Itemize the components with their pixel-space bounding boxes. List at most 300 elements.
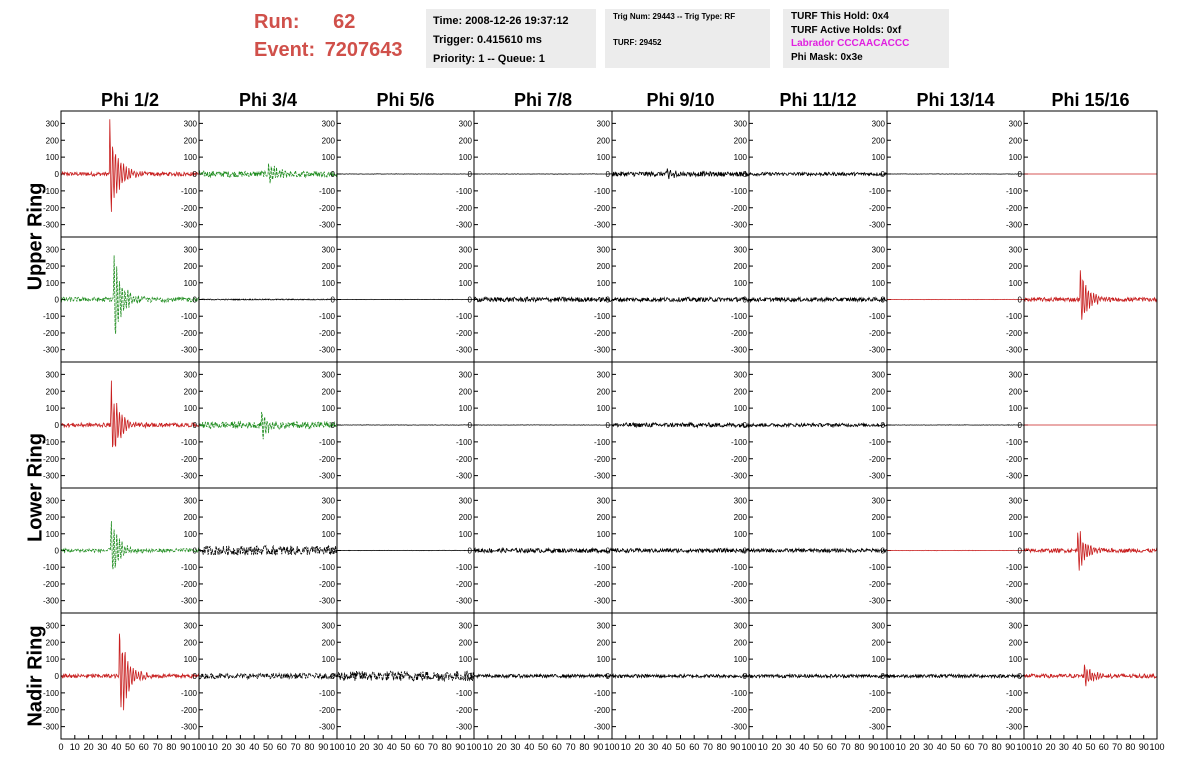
y-tick-label: 300 [183,119,197,129]
x-tick-label: 20 [359,742,370,752]
y-tick-label: -200 [318,328,335,338]
y-tick-label: 0 [54,295,59,305]
y-tick-label: -300 [180,722,197,732]
y-tick-label: 300 [1008,496,1022,506]
y-tick-label [331,296,336,305]
x-tick-label: 60 [689,742,700,752]
x-tick-label: 30 [373,742,384,752]
y-tick-label: 100 [1008,153,1022,163]
y-tick-label: -200 [180,328,197,338]
waveform-trace [612,674,749,677]
y-tick-label: 0 [54,672,59,681]
y-tick-label: 300 [183,621,197,631]
y-tick-label [459,136,473,145]
y-tick-label: 0 [880,672,885,681]
x-tick-label: 80 [1125,742,1136,752]
y-tick-label: -300 [868,220,885,230]
x-tick-label: 20 [83,742,94,752]
y-tick-label: 200 [458,136,472,146]
x-tick-label: 40 [936,742,947,752]
x-tick-label: 100 [1149,742,1165,752]
y-tick-label [46,279,60,288]
y-tick-label: 0 [742,295,747,305]
y-tick-label: -200 [180,579,197,589]
y-tick-label: 200 [1008,387,1022,397]
y-tick-label: 200 [1008,513,1022,523]
x-tick-label: 10 [345,742,356,752]
y-tick-label [594,221,611,230]
y-tick-label: 200 [321,136,335,146]
y-tick-label: 300 [321,119,335,129]
turf-active-text: TURF Active Holds: 0xf [791,24,902,36]
column-header: Phi 5/6 [376,90,435,110]
y-tick-label: -200 [455,705,472,715]
y-tick-label: 100 [321,529,335,539]
y-tick-label: 100 [871,278,885,288]
y-tick-label: -100 [42,563,59,573]
x-tick-label: 30 [648,742,659,752]
y-tick-label [43,346,60,355]
y-tick-label: 200 [458,387,472,397]
y-tick-label: 300 [1008,370,1022,380]
x-tick-label: 30 [785,742,796,752]
row-label: Upper Ring [24,182,47,291]
waveform-trace [612,549,749,553]
y-tick-label: -300 [455,722,472,732]
y-tick-label: 0 [192,672,197,681]
y-tick-label: -100 [42,688,59,698]
x-tick-label: 80 [854,742,865,752]
x-tick-label: 10 [69,742,80,752]
y-tick-label: -200 [180,705,197,715]
x-tick-label: 70 [840,742,851,752]
y-tick-label: -100 [1005,437,1022,447]
y-tick-label: 100 [871,655,885,665]
y-tick-label: 200 [1008,262,1022,272]
x-tick-label: 90 [318,742,329,752]
x-tick-label: 60 [276,742,287,752]
y-tick-label: 200 [45,136,59,146]
x-tick-label: 100 [1016,742,1032,752]
y-tick-label: -100 [455,437,472,447]
x-tick-label: 70 [427,742,438,752]
y-tick-label: 0 [54,170,59,179]
y-tick-label: 100 [45,529,59,539]
labrador-text: Labrador CCCAACACCC [791,38,910,49]
column-header: Phi 13/14 [916,90,995,110]
x-tick-label: 80 [441,742,452,752]
y-tick-label: 0 [605,295,610,305]
y-tick-label [319,312,336,321]
y-tick-label [468,170,473,179]
waveform-trace [199,299,337,300]
y-tick-label: 100 [321,655,335,665]
y-tick-label: 300 [183,496,197,506]
y-tick-label [1018,170,1023,179]
x-tick-label: 40 [1072,742,1083,752]
y-tick-label: 100 [183,153,197,163]
x-tick-label: 90 [730,742,741,752]
column-header: Phi 15/16 [1051,90,1130,110]
waveform-trace [467,169,749,180]
x-tick-label: 30 [923,742,934,752]
y-tick-label [1009,153,1023,162]
waveform-trace [337,671,474,681]
y-tick-label: 300 [1008,621,1022,631]
y-tick-label: 100 [1008,655,1022,665]
y-tick-label: -100 [180,563,197,573]
x-tick-label: 100 [191,742,207,752]
y-tick-label: 0 [330,546,335,556]
y-tick-label: -200 [1005,328,1022,338]
y-tick-label [872,136,886,145]
y-tick-label: -100 [593,688,610,698]
x-tick-label: 40 [524,742,535,752]
y-tick-label: 300 [45,496,59,506]
y-tick-label: 300 [596,245,610,255]
y-tick-label: 0 [54,546,59,556]
y-tick-label: 200 [596,136,610,146]
y-tick-label: 200 [458,638,472,648]
y-tick-label: 300 [733,621,747,631]
x-tick-label: 80 [166,742,177,752]
y-tick-label: 100 [458,655,472,665]
x-tick-label: 90 [593,742,604,752]
y-tick-label: -100 [730,437,747,447]
y-tick-label: -100 [868,312,885,322]
y-tick-label: -300 [455,345,472,355]
y-tick-label [456,221,473,230]
y-tick-label: 0 [467,295,472,305]
x-tick-label: 100 [879,742,895,752]
y-tick-label: -300 [1005,722,1022,732]
y-tick-label [869,221,886,230]
y-tick-label [1009,136,1023,145]
y-tick-label [459,153,473,162]
y-tick-label [872,119,886,128]
y-tick-label: 0 [880,421,885,430]
x-tick-label: 50 [1085,742,1096,752]
waveform-trace [61,634,199,711]
y-tick-label [322,279,336,288]
x-tick-label: 60 [964,742,975,752]
y-tick-label: 200 [733,136,747,146]
y-tick-label: 100 [871,153,885,163]
x-tick-label: 10 [895,742,906,752]
y-tick-label: -300 [180,220,197,230]
y-tick-label [1006,204,1023,213]
y-tick-label: 0 [1017,295,1022,305]
y-tick-label: -200 [42,579,59,589]
y-tick-label: 0 [742,672,747,681]
y-tick-label: 100 [183,278,197,288]
y-tick-label: 200 [183,513,197,523]
x-tick-label: 70 [1112,742,1123,752]
y-tick-label: -100 [318,563,335,573]
x-tick-label: 50 [400,742,411,752]
y-tick-label: 0 [605,170,610,179]
x-tick-label: 50 [262,742,274,752]
x-tick-label: 90 [1138,742,1149,752]
priority-text: Priority: 1 -- Queue: 1 [433,53,545,65]
y-tick-label: 200 [733,262,747,272]
y-tick-label: -300 [730,722,747,732]
y-tick-label: 100 [596,278,610,288]
x-tick-label: 80 [991,742,1002,752]
x-tick-label: 10 [207,742,218,752]
y-tick-label: 0 [467,170,472,179]
waveform-trace [612,297,749,301]
y-tick-label: 300 [458,496,472,506]
waveform-panel [337,613,474,739]
x-tick-label: 60 [1098,742,1109,752]
y-tick-label: 300 [321,621,335,631]
column-header: Phi 9/10 [646,90,715,110]
y-tick-label: 0 [467,546,472,556]
y-tick-label: -200 [318,203,335,213]
y-tick-label: -200 [593,328,610,338]
y-tick-label: -200 [455,328,472,338]
y-tick-label: -300 [1005,345,1022,355]
y-tick-label: 200 [458,513,472,523]
run-label-text: Run: [254,11,300,33]
waveform-trace [749,674,887,677]
y-tick-label [1009,119,1023,128]
y-tick-label: -200 [593,203,610,213]
y-tick-label: -200 [42,328,59,338]
y-tick-label: 200 [871,387,885,397]
y-tick-label: -300 [455,596,472,606]
y-tick-label: -200 [868,203,885,213]
y-tick-label: 200 [183,136,197,146]
x-tick-label: 80 [304,742,315,752]
y-tick-label: -300 [180,345,197,355]
y-tick-label: 300 [321,496,335,506]
y-tick-label: -300 [318,220,335,230]
x-tick-label: 20 [221,742,232,752]
waveform-trace [474,674,612,677]
y-tick-label: 0 [192,295,197,305]
y-tick-label: 200 [733,387,747,397]
y-tick-label [597,136,611,145]
event-label-text: Event: [254,39,316,61]
y-tick-label: -300 [42,345,59,355]
y-tick-label [1006,221,1023,230]
x-tick-label: 30 [235,742,246,752]
x-tick-label: 40 [799,742,810,752]
waveform-trace [887,674,1024,677]
y-tick-label: 0 [880,170,885,179]
trigger-text: Trigger: 0.415610 ms [433,34,542,46]
y-tick-label: -300 [42,722,59,732]
y-tick-label: 200 [871,136,885,146]
y-tick-label: 100 [458,529,472,539]
y-tick-label: 200 [183,262,197,272]
y-tick-label: 200 [596,638,610,648]
y-tick-label: -200 [455,454,472,464]
y-tick-label: 0 [330,170,335,179]
y-tick-label: -100 [455,563,472,573]
y-tick-label: 0 [1017,421,1022,430]
y-tick-label: -100 [868,186,885,196]
waveform-trace [199,673,337,678]
y-tick-label: 0 [192,170,197,179]
x-tick-label: 50 [950,742,961,752]
y-tick-label: -100 [455,312,472,322]
y-tick-label [319,346,336,355]
y-tick-label [597,119,611,128]
y-tick-label: -300 [730,345,747,355]
y-tick-label: 300 [183,245,197,255]
y-tick-label: 100 [733,278,747,288]
x-tick-label: 90 [455,742,466,752]
x-tick-label: 70 [977,742,988,752]
y-tick-label: 200 [596,262,610,272]
x-tick-label: 70 [152,742,163,752]
x-tick-label: 40 [386,742,397,752]
waveform-trace [749,549,887,553]
x-tick-label: 40 [111,742,122,752]
x-tick-label: 10 [620,742,631,752]
y-tick-label: -100 [730,312,747,322]
y-tick-label: 200 [321,262,335,272]
run-value: 62 [333,11,356,33]
y-tick-label: 300 [45,119,59,129]
y-tick-label: -200 [868,328,885,338]
waveform-trace [1024,531,1157,571]
y-tick-label: -300 [593,345,610,355]
y-tick-label: -300 [318,722,335,732]
y-tick-label [181,329,198,338]
waveform-trace [749,298,887,302]
y-tick-label: 100 [458,404,472,414]
y-tick-label: 100 [733,404,747,414]
waveform-trace [1024,270,1157,319]
x-tick-label: 40 [661,742,672,752]
x-tick-label: 100 [466,742,482,752]
y-tick-label: 300 [733,370,747,380]
y-tick-label: -300 [1005,471,1022,481]
y-tick-label: 0 [330,295,335,305]
y-tick-label: 100 [45,153,59,163]
y-tick-label: 100 [458,278,472,288]
x-tick-label: 30 [97,742,108,752]
x-tick-label: 30 [1058,742,1069,752]
y-tick-label: 100 [183,655,197,665]
y-tick-label: 300 [458,370,472,380]
y-tick-label: -100 [868,688,885,698]
x-tick-label: 90 [180,742,191,752]
y-tick-label: -100 [593,186,610,196]
y-tick-label: 200 [733,638,747,648]
y-tick-label: 300 [871,245,885,255]
column-header: Phi 3/4 [238,90,298,110]
y-tick-label: 300 [871,621,885,631]
y-tick-label: -200 [42,203,59,213]
y-tick-label: -300 [455,471,472,481]
waveform-trace [1024,665,1157,687]
y-tick-label [456,187,473,196]
y-tick-label [456,204,473,213]
y-tick-label: 200 [321,638,335,648]
x-tick-label: 90 [1005,742,1016,752]
y-tick-label: -100 [42,186,59,196]
y-tick-label: -300 [455,220,472,230]
x-tick-label: 20 [634,742,645,752]
y-tick-label: 300 [45,621,59,631]
y-tick-label: -200 [730,454,747,464]
y-tick-label: 0 [1017,170,1022,179]
x-tick-label: 60 [138,742,149,752]
x-tick-label: 10 [757,742,768,752]
y-tick-label: -300 [730,220,747,230]
y-tick-label: 200 [321,513,335,523]
y-tick-label: -200 [730,705,747,715]
y-tick-label: 200 [45,638,59,648]
y-tick-label: -100 [318,312,335,322]
y-tick-label: 100 [596,153,610,163]
x-tick-label: 90 [868,742,879,752]
x-tick-label: 30 [510,742,521,752]
y-tick-label [606,170,611,179]
y-tick-label: 0 [467,672,472,681]
x-tick-label: 100 [741,742,757,752]
waveform-trace [199,164,337,184]
x-tick-label: 20 [909,742,920,752]
x-tick-label: 70 [290,742,301,752]
y-tick-label: -200 [1005,203,1022,213]
y-tick-label [184,279,198,288]
y-tick-label [322,245,336,254]
waveform-trace [61,119,199,212]
y-tick-label: 300 [733,245,747,255]
y-tick-label: 0 [742,170,747,179]
y-tick-label: 300 [458,119,472,129]
x-tick-label: 60 [551,742,562,752]
y-tick-label: 100 [45,278,59,288]
y-tick-label [46,262,60,271]
y-tick-label: -300 [1005,220,1022,230]
y-tick-label: -100 [1005,186,1022,196]
y-tick-label: 300 [733,119,747,129]
y-tick-label: 100 [1008,404,1022,414]
x-tick-label: 70 [702,742,713,752]
y-tick-label: 200 [183,638,197,648]
y-tick-label [459,119,473,128]
waveform-trace [61,255,199,333]
y-tick-label [184,245,198,254]
y-tick-label: -300 [868,471,885,481]
y-tick-label: -200 [1005,454,1022,464]
x-tick-label: 50 [537,742,549,752]
y-tick-label [597,153,611,162]
y-tick-label: 0 [880,295,885,305]
y-tick-label [46,245,60,254]
column-header: Phi 1/2 [100,90,160,110]
y-tick-label: -100 [1005,312,1022,322]
x-tick-label: 50 [812,742,824,752]
y-tick-label: 200 [1008,136,1022,146]
y-tick-label: -300 [593,220,610,230]
y-tick-label: -100 [318,688,335,698]
y-tick-label [43,329,60,338]
waveform-trace [612,423,749,427]
y-tick-label: 100 [733,655,747,665]
y-tick-label: -200 [42,705,59,715]
y-tick-label: -200 [730,328,747,338]
y-tick-label: 300 [45,245,59,255]
y-tick-label: -200 [868,705,885,715]
